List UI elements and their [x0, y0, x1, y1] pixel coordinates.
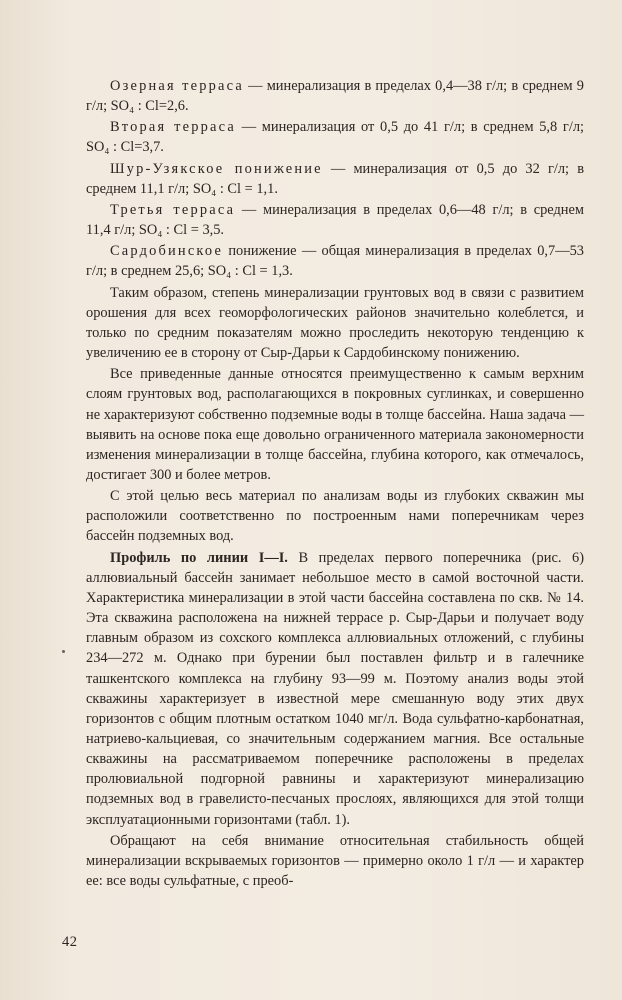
- page-number: 42: [62, 934, 78, 950]
- paragraph-lake-terrace: [86, 76, 584, 116]
- paragraph-stability: Обращают на себя внимание относительная стабильность общей минерализации вскрываемых горизонтов — примерно около 1 г/л — и характер ее: все воды сульфатные, с преоб-: [86, 832, 584, 890]
- paragraph-data-scope: Все приведенные данные относятся преимущественно к самым верхним слоям грунтовых вод, располагающихся в покровных суглинках, и совершенно не характеризуют собственно подземные воды в толще бассейна. Наша задача — выявить на основе пока еще довольно ограниченного материала закономерности изменения минерализации в толще бассейна, глубина которого, как отмечалось, достигает 300 и более метров.: [86, 366, 584, 483]
- paragraph-conclusion: Таким образом, степень минерализации грунтовых вод в связи с развитием орошения для всех геоморфологических районов значительно колеблется, и только по средним показателям можно проследить некоторую тенденцию к увеличению ее в сторону от Сыр-Дарьи к Сардобинскому понижению.: [86, 284, 584, 362]
- paragraph-profile-1: [86, 548, 584, 830]
- paragraph-text: — минерализация в пределах 0,6—48 г/л; в среднем 11,4 г/л; SO₄ : Cl = 3,5.: [86, 201, 584, 239]
- body-text: [86, 76, 584, 891]
- paragraph-text: — минерализация от 0,5 до 32 г/л; в среднем 11,1 г/л; SO₄ : Cl = 1,1.: [86, 160, 584, 197]
- paragraph-third-terrace: [86, 200, 584, 240]
- term: Третья терраса: [110, 201, 236, 218]
- paragraph-shur-uzyak: [86, 159, 584, 199]
- paragraph-second-terrace: [86, 117, 584, 157]
- term: Озерная терраса: [110, 78, 244, 94]
- paragraph-method: С этой целью весь материал по анализам воды из глубоких скважин мы расположили соответственно по построенным нами поперечникам через бассейн подземных вод.: [86, 488, 584, 545]
- paragraph-text: — минерализация в пределах 0,4—38 г/л; в среднем 9 г/л; SO₄ : Cl=2,6.: [86, 78, 584, 115]
- term: Шур-Узякское понижение: [110, 160, 323, 177]
- ink-speck: [62, 650, 65, 653]
- paragraph-text: В пределах первого поперечника (рис. 6) аллювиальный бассейн занимает небольшое место в самой восточной части. Характеристика минерализации в этой части бассейна составлена по скв. № 14. Эта скважина расположена на нижней террасе р. Сыр-Дарьи и получает воду главным образом из сохского комплекса аллювиальных отложений, с глубины 234—272 м. Однако при бурении был поставлен фильтр и в галечнике ташкентского комплекса на глубину 93—99 м. Поэтому анализ воды этой скважины характеризует в известной мере смешанную воду этих двух горизонтов с общим плотным остатком 1040 мг/л. Вода сульфатно-карбонатная, натриево-кальциевая, со значительным содержанием магния. Все остальные скважины на рассматриваемом поперечнике расположены в пределах пролювиальной подгорной равнины и характеризуют минерализацию подземных вод в гравелисто-песчаных прослоях, являющихся для этой толщи эксплуатационными горизонтами (табл. 1).: [86, 549, 584, 828]
- section-heading: Профиль по линии I—I.: [110, 549, 288, 566]
- term: Вторая терраса: [110, 119, 236, 136]
- paragraph-text: — минерализация от 0,5 до 41 г/л; в среднем 5,8 г/л; SO₄ : Cl=3,7.: [86, 119, 584, 156]
- paragraph-sardoba: [86, 241, 584, 281]
- term: Сардобинское: [110, 243, 224, 260]
- paragraph-text: понижение — общая минерализация в пределах 0,7—53 г/л; в среднем 25,6; SO₄ : Cl = 1,3.: [86, 243, 584, 280]
